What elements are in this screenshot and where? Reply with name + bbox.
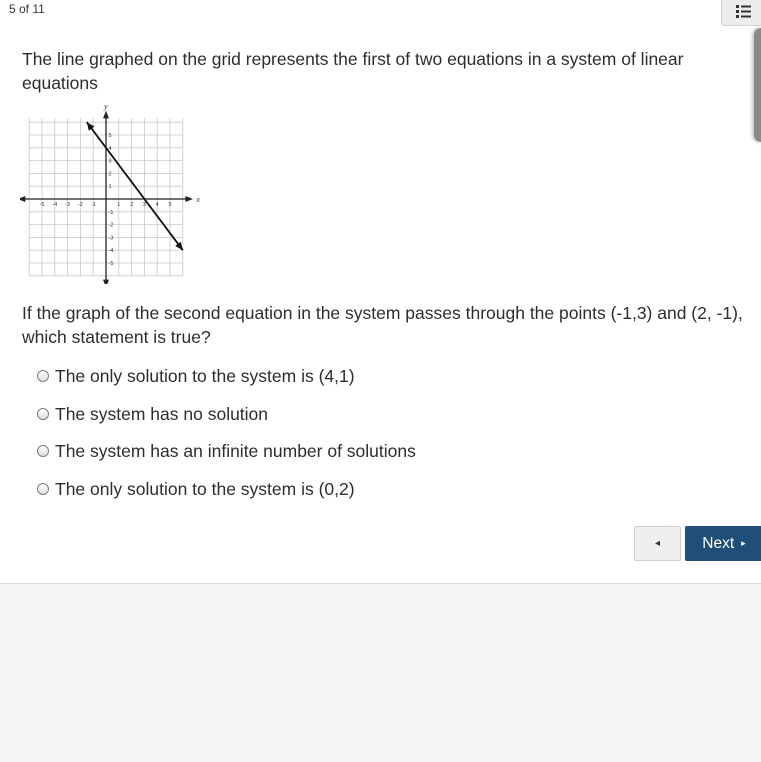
x-tick-label: 4: [155, 202, 159, 208]
radio-button[interactable]: [37, 370, 49, 382]
y-tick-label: 4: [108, 145, 112, 152]
y-tick-label: -4: [108, 248, 114, 255]
x-tick-label: -3: [65, 202, 71, 208]
choice-label: The only solution to the system is (0,2): [55, 478, 355, 499]
y-tick-label: -5: [108, 261, 114, 267]
answer-choice-3[interactable]: [37, 440, 416, 478]
y-axis-arrow-down-icon: [103, 280, 109, 284]
answer-choice-2[interactable]: [37, 403, 416, 441]
y-tick-label: -1: [108, 209, 114, 216]
choice-label: The only solution to the system is (4,1): [55, 366, 355, 386]
x-tick-label: 5: [168, 202, 172, 208]
x-axis-label: x: [196, 195, 200, 204]
next-arrow-icon: ▸: [741, 538, 746, 548]
y-axis-arrow-up-icon: [103, 111, 109, 119]
axes: [20, 111, 193, 284]
question-counter: 5 of 11: [9, 2, 45, 16]
question-list-button[interactable]: [721, 0, 761, 26]
choice-label: The system has no solution: [55, 403, 269, 424]
y-tick-label: 3: [108, 158, 112, 165]
x-axis-arrow-left-icon: [20, 196, 25, 202]
question-prompt: If the graph of the second equation in the system passes through the points (-1,3) and (2, -1), which statement is true?: [22, 303, 743, 347]
x-tick-label: -1: [90, 202, 96, 208]
y-tick-label: -2: [108, 222, 114, 229]
x-tick-label: -5: [39, 202, 45, 208]
x-tick-label: -2: [77, 202, 83, 208]
coordinate-graph: [20, 104, 202, 284]
question-intro: The line graphed on the grid represents the first of two equations in a system of linear equations: [22, 49, 684, 93]
y-axis-label: y: [104, 104, 108, 111]
y-tick-label: 5: [108, 133, 112, 139]
answer-choice-4[interactable]: [37, 478, 416, 516]
answer-choice-1[interactable]: [37, 365, 416, 403]
list-menu-icon: [736, 5, 751, 18]
y-tick-label: -3: [108, 235, 114, 242]
scrollbar-handle[interactable]: [754, 28, 761, 142]
previous-button[interactable]: [634, 526, 681, 561]
previous-arrow-icon: ◂: [654, 538, 661, 549]
radio-button[interactable]: [37, 408, 49, 420]
x-tick-label: 1: [117, 202, 121, 208]
radio-button[interactable]: [37, 445, 49, 457]
next-button-label: Next: [702, 534, 735, 552]
y-tick-label: 2: [108, 171, 112, 178]
y-tick-label: 1: [108, 184, 112, 191]
answer-choices: [37, 365, 416, 515]
x-tick-label: 2: [130, 202, 134, 208]
choice-label: The system has an infinite number of solutions: [55, 441, 416, 461]
next-button[interactable]: [685, 526, 761, 561]
radio-button[interactable]: [37, 483, 49, 495]
x-tick-label: -4: [52, 202, 58, 208]
x-axis-arrow-right-icon: [185, 196, 193, 202]
x-tick-label: 3: [142, 202, 146, 208]
